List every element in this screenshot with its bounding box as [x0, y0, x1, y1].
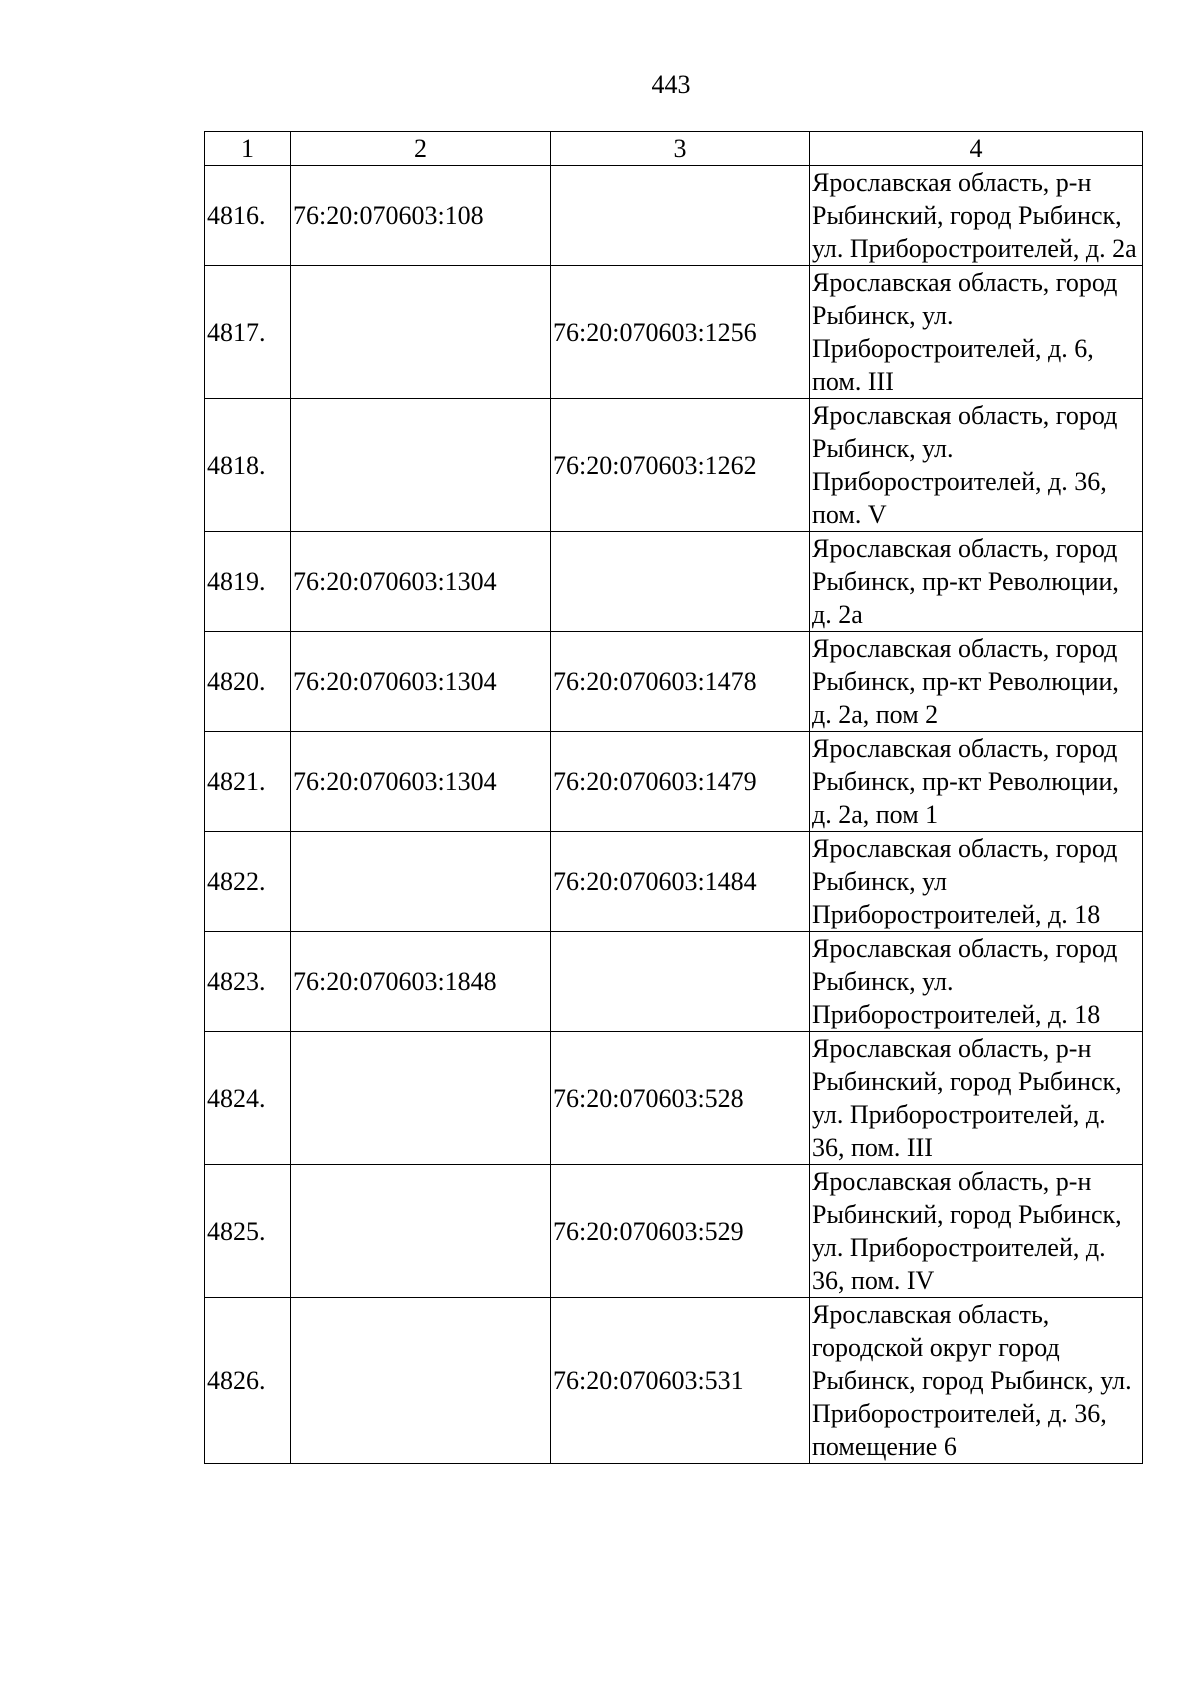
row-number-cell: 4819.: [205, 532, 291, 632]
object-cadastral-number-cell: 76:20:070603:1262: [551, 399, 810, 532]
row-number-cell: 4823.: [205, 932, 291, 1032]
registry-table: [204, 131, 1143, 1464]
table-row: [205, 732, 1143, 832]
object-cadastral-number-cell: 76:20:070603:1478: [551, 632, 810, 732]
column-header-4: 4: [810, 132, 1143, 166]
cadastral-number-cell: [291, 399, 551, 532]
address-cell: Ярославская область, город Рыбинск, пр-кт Революции, д. 2а: [810, 532, 1143, 632]
address-cell: Ярославская область, город Рыбинск, ул Приборостроителей, д. 18: [810, 832, 1143, 932]
table-row: [205, 1165, 1143, 1298]
address-cell: Ярославская область, городской округ город Рыбинск, город Рыбинск, ул. Приборостроителей, д. 36, помещение 6: [810, 1298, 1143, 1464]
row-number-cell: 4826.: [205, 1298, 291, 1464]
cadastral-number-cell: 76:20:070603:108: [291, 166, 551, 266]
row-number-cell: 4820.: [205, 632, 291, 732]
cadastral-number-cell: 76:20:070603:1304: [291, 532, 551, 632]
object-cadastral-number-cell: 76:20:070603:531: [551, 1298, 810, 1464]
address-cell: Ярославская область, город Рыбинск, ул. Приборостроителей, д. 6, пом. III: [810, 266, 1143, 399]
cadastral-number-cell: [291, 1165, 551, 1298]
object-cadastral-number-cell: 76:20:070603:1479: [551, 732, 810, 832]
row-number-cell: 4821.: [205, 732, 291, 832]
cadastral-number-cell: [291, 1032, 551, 1165]
object-cadastral-number-cell: 76:20:070603:1484: [551, 832, 810, 932]
address-cell: Ярославская область, город Рыбинск, ул. Приборостроителей, д. 18: [810, 932, 1143, 1032]
address-cell: Ярославская область, р-н Рыбинский, город Рыбинск, ул. Приборостроителей, д. 36, пом. III: [810, 1032, 1143, 1165]
table-row: [205, 1032, 1143, 1165]
table-row: [205, 532, 1143, 632]
object-cadastral-number-cell: [551, 532, 810, 632]
cadastral-number-cell: 76:20:070603:1304: [291, 732, 551, 832]
address-cell: Ярославская область, р-н Рыбинский, город Рыбинск, ул. Приборостроителей, д. 36, пом. IV: [810, 1165, 1143, 1298]
column-header-3: 3: [551, 132, 810, 166]
object-cadastral-number-cell: [551, 932, 810, 1032]
row-number-cell: 4817.: [205, 266, 291, 399]
row-number-cell: 4818.: [205, 399, 291, 532]
cadastral-number-cell: 76:20:070603:1304: [291, 632, 551, 732]
table-row: [205, 832, 1143, 932]
object-cadastral-number-cell: 76:20:070603:529: [551, 1165, 810, 1298]
table-row: [205, 932, 1143, 1032]
table-row: [205, 1298, 1143, 1464]
table-row: [205, 166, 1143, 266]
address-cell: Ярославская область, р-н Рыбинский, город Рыбинск, ул. Приборостроителей, д. 2а: [810, 166, 1143, 266]
address-cell: Ярославская область, город Рыбинск, пр-кт Революции, д. 2а, пом 1: [810, 732, 1143, 832]
page-number: 443: [651, 70, 691, 99]
cadastral-number-cell: [291, 832, 551, 932]
table-row: [205, 632, 1143, 732]
row-number-cell: 4824.: [205, 1032, 291, 1165]
table-row: [205, 399, 1143, 532]
cadastral-number-cell: [291, 1298, 551, 1464]
column-header-1: 1: [205, 132, 291, 166]
cadastral-number-cell: 76:20:070603:1848: [291, 932, 551, 1032]
cadastral-number-cell: [291, 266, 551, 399]
table-header-row: [205, 132, 1143, 166]
row-number-cell: 4816.: [205, 166, 291, 266]
object-cadastral-number-cell: 76:20:070603:1256: [551, 266, 810, 399]
row-number-cell: 4822.: [205, 832, 291, 932]
column-header-2: 2: [291, 132, 551, 166]
row-number-cell: 4825.: [205, 1165, 291, 1298]
address-cell: Ярославская область, город Рыбинск, пр-кт Революции, д. 2а, пом 2: [810, 632, 1143, 732]
object-cadastral-number-cell: [551, 166, 810, 266]
address-cell: Ярославская область, город Рыбинск, ул. Приборостроителей, д. 36, пом. V: [810, 399, 1143, 532]
object-cadastral-number-cell: 76:20:070603:528: [551, 1032, 810, 1165]
table-row: [205, 266, 1143, 399]
